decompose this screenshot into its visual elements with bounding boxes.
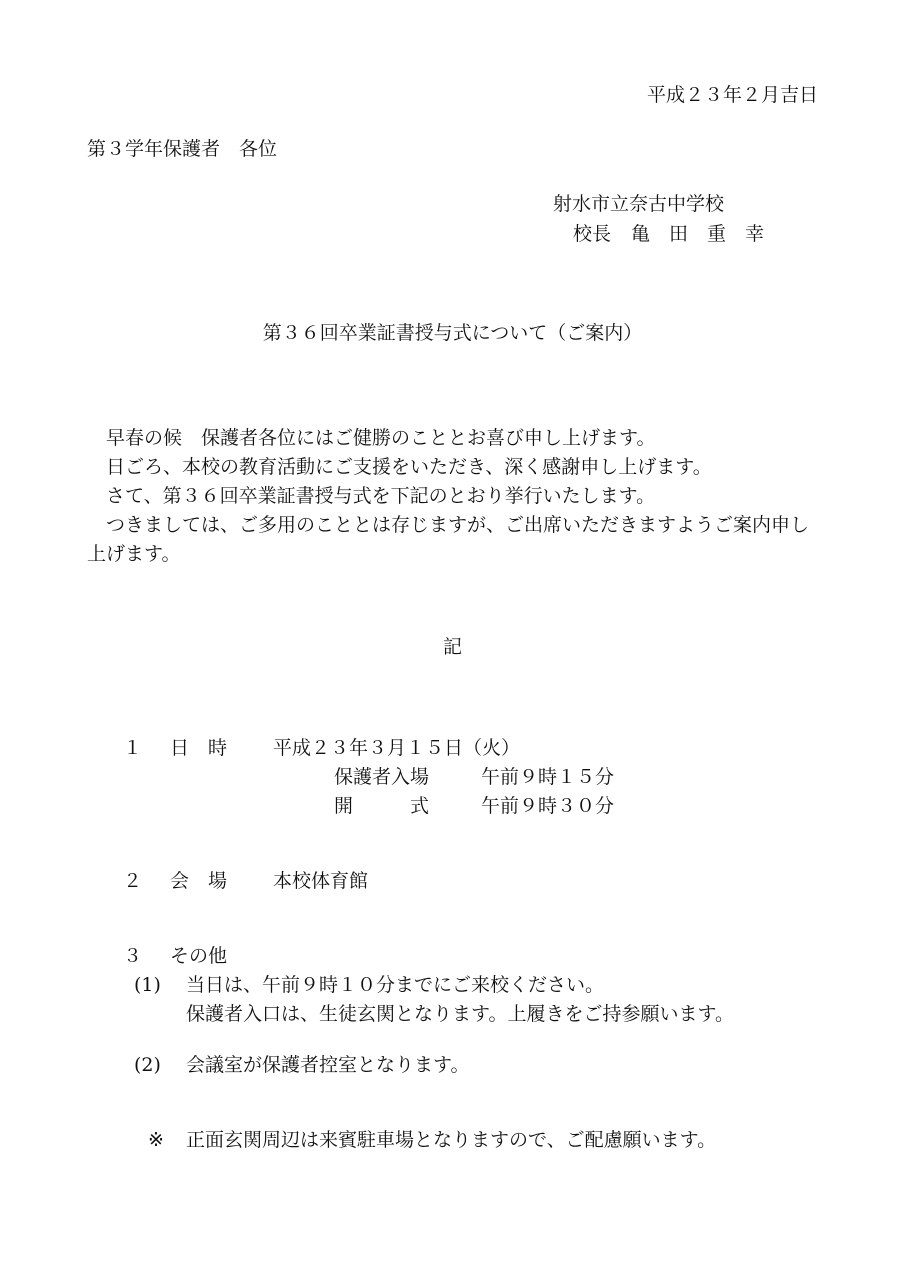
guardian-entry-time: 午前９時１５分 — [481, 766, 615, 788]
recipient: 第３学年保護者 各位 — [87, 138, 278, 160]
item-3-number: ３ — [123, 945, 143, 967]
sender-name: 亀 田 重 幸 — [631, 223, 765, 245]
sender-school: 射水市立奈古中学校 — [553, 193, 725, 215]
note-2-line-1: 会議室が保護者控室となります。 — [186, 1054, 470, 1076]
opening-time: 午前９時３０分 — [481, 795, 615, 817]
item-1-value: 平成２３年３月１５日（火） — [273, 737, 521, 759]
paragraph-invitation: つきましては、ご多用のこととは存じますが、ご出席いただきますようご案内申し上げます。 — [87, 514, 810, 565]
paragraph-greeting: 早春の候 保護者各位にはご健勝のこととお喜び申し上げます。 — [106, 427, 656, 449]
item-2-number: ２ — [123, 870, 143, 892]
opening-label: 開 式 — [334, 795, 430, 817]
item-1-number: １ — [123, 737, 143, 759]
paragraph-thanks: 日ごろ、本校の教育活動にご支援をいただき、深く感謝申し上げます。 — [106, 456, 712, 478]
footnote-mark: ※ — [148, 1129, 164, 1151]
guardian-entry-label: 保護者入場 — [334, 766, 430, 788]
issue-date: 平成２３年２月吉日 — [646, 84, 818, 106]
paragraph-announcement: さて、第３６回卒業証書授与式を下記のとおり挙行いたします。 — [106, 485, 656, 507]
note-1-line-1: 当日は、午前９時１０分までにご来校ください。 — [186, 974, 605, 996]
document-title: 第３６回卒業証書授与式について（ご案内） — [262, 322, 643, 344]
note-1-line-2: 保護者入口は、生徒玄関となります。上履きをご持参願います。 — [186, 1003, 734, 1025]
item-1-label: 日 時 — [170, 737, 228, 759]
item-3-label: その他 — [170, 945, 228, 967]
sender-title: 校長 — [573, 223, 612, 245]
note-2-mark: (2) — [134, 1054, 161, 1076]
footnote-text: 正面玄関周辺は来賓駐車場となりますので、ご配慮願います。 — [186, 1129, 717, 1151]
item-2-value: 本校体育館 — [273, 870, 369, 892]
note-1-mark: (1) — [134, 974, 161, 996]
sender-principal — [573, 225, 764, 244]
item-2-label: 会 場 — [170, 870, 228, 892]
ki-heading: 記 — [442, 636, 462, 658]
